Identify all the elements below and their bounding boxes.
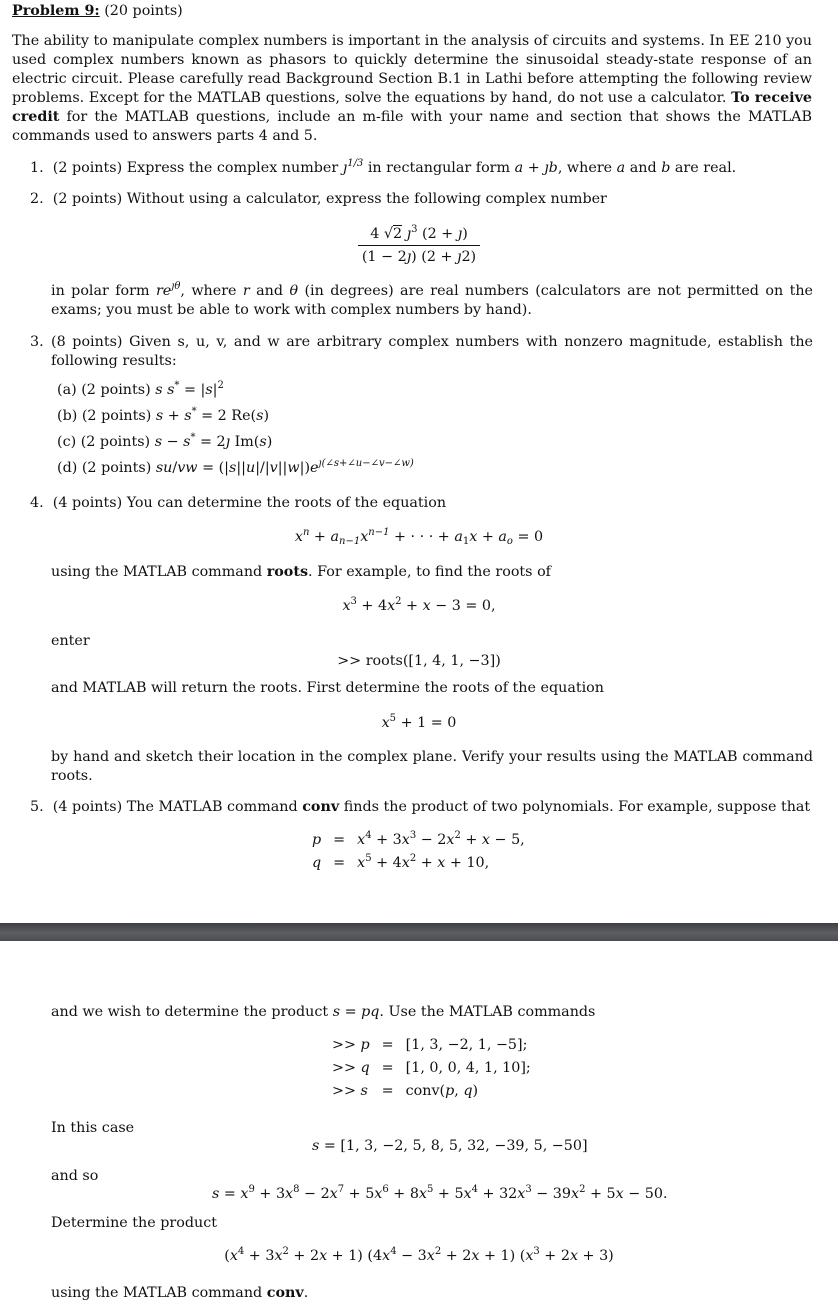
q2-text: (2 points) Without using a calculator, express the following complex number bbox=[52, 191, 607, 207]
q5-polynomials: p = $x^4 + 3x^3 - 2x^2 + x - 5$, q = $x^5 + 4x^2 + x + 10$, bbox=[312, 830, 525, 871]
q3-part-b: (b) (2 points) s + s* = 2 Re(s) bbox=[57, 406, 270, 424]
q4-general-equation: $x^n + a_{n-1}x^{n-1}$ + · · · + $a_1x + a_o = 0$ bbox=[294, 527, 544, 547]
intro-text-2: for the MATLAB questions, include an m-file with your name and section that shows the MATLAB commands used to answers parts 4 and 5. bbox=[12, 109, 812, 144]
q2-fraction: $\frac{4 √2 ȷ^3 (2 + ȷ)}{(1 - 2ȷ) (2 + ȷ2)}$ bbox=[0, 225, 838, 267]
q4-number: 4. bbox=[30, 495, 44, 511]
q1-text-e: are real. bbox=[670, 160, 737, 176]
page-two bbox=[0, 941, 838, 1312]
q1-text-c: , where bbox=[557, 160, 617, 176]
question-3 bbox=[51, 333, 813, 371]
q1-text-a: (2 points) Express the complex number bbox=[52, 160, 343, 176]
q4-text: (4 points) You can determine the roots of the equation bbox=[52, 495, 447, 511]
q4-target-equation: $x^5 + 1 = 0$ bbox=[381, 713, 457, 731]
q5-in-this-case: In this case bbox=[51, 1120, 135, 1136]
q1-text-d: and bbox=[625, 160, 662, 176]
q3-part-c: (c) (2 points) s − s* = 2ȷ Im(s) bbox=[57, 432, 273, 450]
q3-number: 3. bbox=[30, 334, 44, 350]
q4-enter: enter bbox=[51, 633, 90, 649]
q5-conv-command-2: conv bbox=[266, 1285, 304, 1301]
q5-result-polynomial: $s = x^9 + 3x^8 - 2x^7 + 5x^6 + 8x^5 + 5x^4 + 32x^3 - 39x^2 + 5x - 50$. bbox=[212, 1184, 668, 1202]
q2-after: in polar form $re^{ȷ\theta}$, where r and θ (in degrees) are real numbers (calculators are not permitted on the exams; you must be able to work with complex numbers by hand). bbox=[51, 281, 813, 318]
question-5: 5. (4 points) The MATLAB command conv finds the product of two polynomials. For example, suppose that bbox=[30, 799, 811, 815]
intro-bold: To receive credit bbox=[12, 90, 813, 125]
q3-part-d: (d) (2 points) $su/vw = (|s||u|/|v||w|)e^{ȷ(\angle s+\angle u-\angle v-\angle w)}$ bbox=[57, 458, 414, 476]
q4-using: using the MATLAB command roots. For example, to find the roots of bbox=[51, 564, 551, 580]
intro-paragraph bbox=[12, 32, 812, 146]
q1-text-b: in rectangular form bbox=[363, 160, 515, 176]
q2-number: 2. bbox=[30, 191, 44, 207]
q5-product-expression: $(x^4 + 3x^2 + 2x + 1) (4x^4 - 3x^2 + 2x + 1) (x^3 + 2x + 3)$ bbox=[224, 1246, 614, 1264]
q1-rect-form: a bbox=[514, 160, 524, 176]
q5-wish: and we wish to determine the product s = pq. Use the MATLAB commands bbox=[51, 1004, 596, 1020]
problem-title: Problem 9: bbox=[12, 3, 100, 19]
q5-determine: Determine the product bbox=[51, 1215, 217, 1231]
q1-number: 1. bbox=[30, 160, 44, 176]
q3-text: (8 points) Given s, u, v, and w are arbitrary complex numbers with nonzero magnitude, establish the following results: bbox=[51, 334, 813, 369]
q5-result-vector: s = [1, 3, −2, 5, 8, 5, 32, −39, 5, −50] bbox=[312, 1138, 588, 1154]
question-1: 1. (2 points) Express the complex number $ȷ^{1/3}$ in rectangular form a + ȷb, where a and b are real. bbox=[30, 158, 737, 176]
question-4 bbox=[30, 494, 446, 513]
q4-example-equation: $x^3 + 4x^2 + x - 3 = 0$, bbox=[342, 596, 496, 614]
q5-conv-command: conv bbox=[302, 799, 340, 815]
q3-part-a: (a) (2 points) s $s^* = |s|^2$ bbox=[57, 380, 224, 398]
q4-matlab-command: >> roots([1, 4, 1, −3]) bbox=[337, 653, 501, 669]
page-divider bbox=[0, 923, 838, 941]
q1-expression: $ȷ^{1/3}$ bbox=[342, 158, 364, 176]
q5-matlab-commands: >> p = [1, 3, −2, 1, −5]; >> q = [1, 0, 0, 4, 1, 10]; >> s = conv(p, q) bbox=[332, 1037, 531, 1099]
problem-points: (20 points) bbox=[99, 3, 183, 19]
intro-text-1: The ability to manipulate complex numbers is important in the analysis of circuits and systems. In EE 210 you used complex numbers known as phasors to quickly determine the sinusoidal steady-state response of an electric circuit. Please carefully read Background Section B.1 in Lathi before attempting the following review problems. Except for the MATLAB questions, solve the equations by hand, do not use a calculator. bbox=[12, 33, 812, 106]
q5-using: using the MATLAB command conv. bbox=[51, 1285, 309, 1301]
q5-number: 5. bbox=[30, 799, 44, 815]
q4-by-hand: by hand and sketch their location in the complex plane. Verify your results using the MATLAB command roots. bbox=[51, 749, 813, 784]
q4-roots-command: roots bbox=[266, 564, 308, 580]
question-2 bbox=[30, 190, 607, 209]
q4-and-matlab: and MATLAB will return the roots. First determine the roots of the equation bbox=[51, 680, 604, 696]
q5-and-so: and so bbox=[51, 1168, 99, 1184]
problem-heading bbox=[12, 2, 183, 21]
